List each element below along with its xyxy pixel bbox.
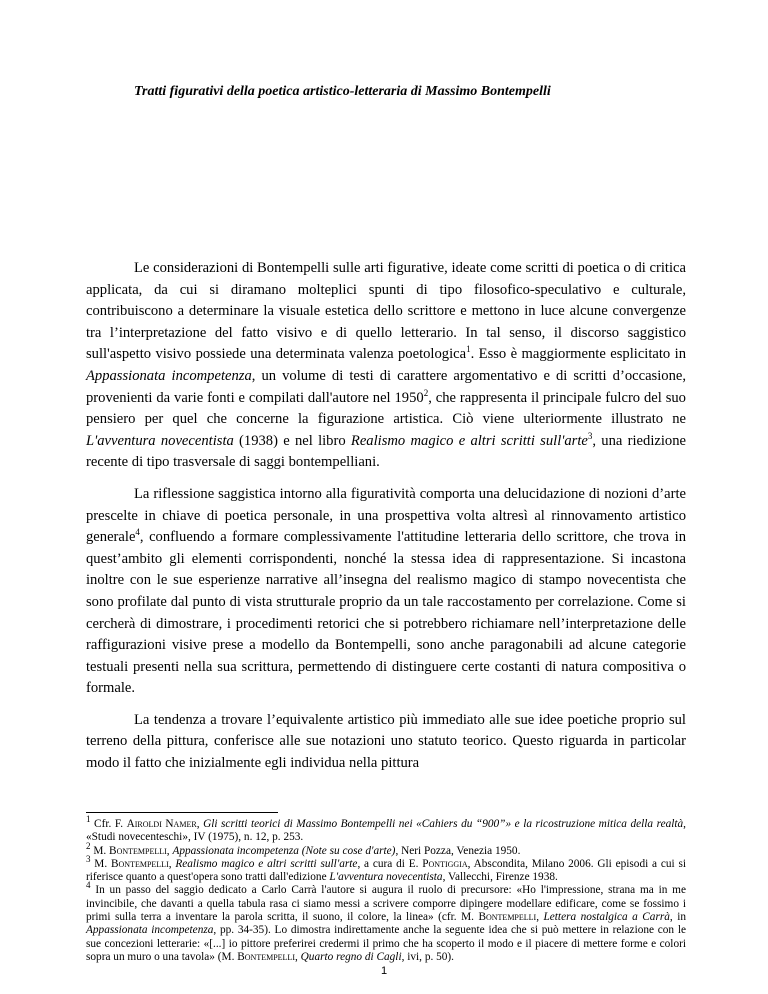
text-run: , una riedizione recente di tipo trasversale di saggi bontempelliani.: [86, 432, 686, 471]
text-run: La riflessione saggistica intorno alla figuratività comporta una delucidazione di nozioni d’arte prescelte in chiave di poetica personale, in una prospettiva volta altresì al rinnovamento artistico generale: [86, 485, 686, 546]
body-text: [86, 258, 686, 785]
work-title: L'avventura novecentista: [329, 871, 443, 884]
paragraph-2: [86, 484, 686, 700]
text-run: , ivi, p. 50).: [401, 950, 454, 963]
footnote-4: [86, 880, 686, 964]
text-run: , a cura di E.: [357, 857, 423, 870]
paragraph-3: [86, 710, 686, 775]
footnote-2: [86, 840, 686, 858]
footnote-ref-1[interactable]: 1: [466, 344, 471, 355]
page-number: 1: [380, 965, 388, 977]
author-name: Bontempelli: [109, 844, 167, 857]
footnote-ref-4[interactable]: 4: [135, 527, 140, 538]
text-run: (1938) e nel libro: [233, 432, 351, 449]
author-name: Airoldi Namer: [126, 818, 197, 830]
document-title: Tratti figurativi della poetica artistico-letteraria di Massimo Bontempelli: [134, 84, 551, 99]
text-run: La tendenza a trovare l’equivalente artistico più immediato alle sue idee poetiche proprio sul terreno della pittura, conferisce alle sue notazioni uno statuto teorico. Questo riguarda in particolar modo il fatto che inizialmente egli individua nella pittura: [86, 711, 686, 772]
work-title: Appassionata incompetenza (Note su cose d'arte): [172, 844, 396, 857]
work-title: Appassionata incompetenza: [86, 924, 214, 937]
book-title: Realismo magico e altri scritti sull'arte: [350, 432, 588, 449]
text-run: ,: [294, 950, 301, 963]
footnote-ref-3[interactable]: 3: [587, 430, 593, 441]
work-title: Quarto regno di Cagli: [300, 950, 402, 963]
text-run: M.: [90, 844, 110, 857]
text-run: , un volume di testi di carattere argomentativo e di scritti d’occasione, provenienti da varie fonti e compilati dall'autore nel 1950: [86, 367, 686, 406]
footnote-number: 1: [86, 814, 91, 825]
author-name: Bontempelli: [237, 950, 295, 963]
author-name: Bontempelli: [478, 911, 537, 924]
text-run: , Neri Pozza, Venezia 1950.: [395, 844, 521, 857]
text-run: , confluendo a formare complessivamente l'attitudine letteraria dello scrittore, che trova in quest’ambito gli elementi corrispondenti, nonché la stessa idea di rappresentazione. Si incastona inoltre con le sue esperienze narrative all’insegna del realismo magico di stampo novecentista che sono profilate dal punto di vista strutturale proprio da un tale raccostamento per correlazione. Come si cercherà di dimostrare, i procedimenti retorici che si potrebbero richiamare nell’interpretazione delle raffigurazioni visive prese a modello da Bontempelli, sono anche paragonabili ad alcune categorie testuali presenti nella sua scrittura, permettendo di distinguere certe costanti di natura compositiva o formale.: [86, 529, 686, 697]
footnote-separator: [86, 812, 278, 813]
footnote-number: 3: [86, 854, 91, 865]
text-run: . Esso è maggiormente esplicitato in: [470, 346, 687, 363]
footnote-ref-2[interactable]: 2: [423, 387, 429, 398]
text-run: , Vallecchi, Firenze 1938.: [442, 871, 558, 884]
text-run: Le considerazioni di Bontempelli sulle arti figurative, ideate come scritti di poetica o di critica applicata, da cui si diramano molteplici spunti di tipo filosofico-speculativo e culturale, contribuiscono a determinare la visuale estetica dello scrittore e mettono in luce alcune convergenze tra l’interpretazione del fatto visivo e di quello letterario. In tal senso, il discorso saggistico sull'aspetto visivo possiede una determinata valenza poetologica: [86, 260, 686, 363]
text-run: , che rappresenta il principale fulcro del suo pensiero per quel che concerne la figurazione artistica. Ciò viene ulteriormente illustrato ne: [86, 389, 686, 428]
text-run: , pp. 34-35). Lo dimostra indirettamente anche la seguente idea che si può mettere in relazione con le sue concezioni letterarie: «[...] io pittore preferirei credermi il primo che ha scoperto il modo e il piacere di mettere forme e colori sopra un muro o una tavola» (M.: [86, 924, 686, 963]
text-run: ,: [168, 857, 176, 870]
book-title: Appassionata incompetenza: [86, 367, 252, 384]
footnote-1: [86, 814, 686, 845]
editor-name: Pontiggia: [422, 857, 468, 870]
text-run: ,: [196, 818, 204, 830]
footnote-number: 2: [86, 840, 91, 851]
text-run: , Abscondita, Milano 2006. Gli episodi a cui si riferisce quanto a quest'opera sono tratti dall'edizione: [86, 857, 686, 884]
text-run: ,: [166, 844, 173, 857]
footnote-number: 4: [86, 880, 91, 891]
text-run: ,: [536, 911, 544, 924]
text-run: M.: [90, 857, 111, 870]
work-title: Lettera nostalgica a Carrà: [543, 911, 670, 924]
book-title: L'avventura novecentista: [86, 432, 234, 449]
work-title: Gli scritti teorici di Massimo Bontempelli nei «Cahiers du “900”» e la ricostruzione mitica della realtà: [203, 818, 684, 830]
footnote-3: [86, 854, 686, 885]
text-run: In un passo del saggio dedicato a Carlo Carrà l'autore si augura il ruolo di precursore: «Ho l'impressione, strana ma in me invincibile, che davanti a quella tabula rasa ci siamo messi a scrivere comporre dipingere modellare edificare, come se fossimo i primi sulla terra a inventare la parola scritta, il suono, il colore, la linea» (cfr. M.: [86, 884, 686, 924]
footnotes: [86, 814, 686, 964]
text-run: Cfr. F.: [90, 818, 127, 830]
paragraph-1: [86, 258, 686, 474]
work-title: Realismo magico e altri scritti sull'arte: [175, 857, 358, 870]
text-run: , «Studi novecenteschi», IV (1975), n. 12, p. 253.: [86, 818, 686, 844]
text-run: , in: [669, 911, 686, 924]
author-name: Bontempelli: [110, 857, 169, 870]
